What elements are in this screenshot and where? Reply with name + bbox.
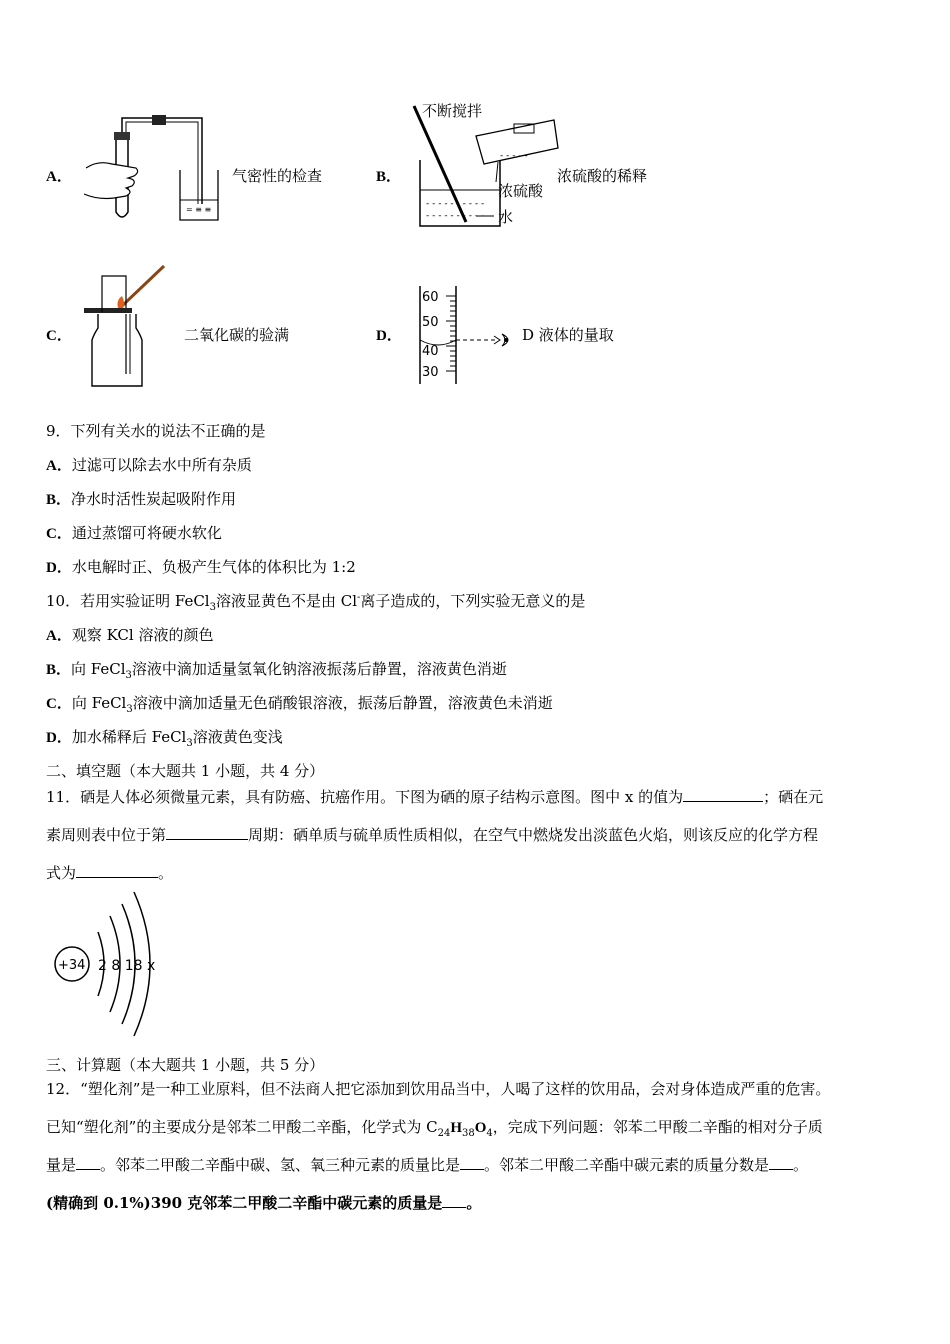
figure-d-caption: D 液体的量取 <box>522 326 614 344</box>
tick-label: 40 <box>422 344 439 359</box>
option-letter: B． <box>46 662 72 678</box>
svg-text:- - - - - - - - - -: - - - - - - - - - - <box>426 211 485 221</box>
text: H <box>450 1120 462 1136</box>
q10-option-d <box>46 726 283 749</box>
q9-option-a <box>46 454 252 475</box>
selenium-atom-diagram <box>52 888 162 1038</box>
option-d-letter: D． <box>376 328 402 344</box>
option-text: 水电解时正、负极产生气体的体积比为 1:2 <box>71 558 356 576</box>
option-text: 观察 KCl 溶液的颜色 <box>71 626 214 644</box>
q10-option-c <box>46 692 553 715</box>
text: 。 <box>158 864 174 882</box>
text: 素周则表中位于第 <box>46 826 167 844</box>
text: 已知“塑化剂”的主要成分是邻苯二甲酸二辛酯，化学式为 C <box>46 1118 438 1136</box>
option-b-letter: B． <box>376 169 402 185</box>
text: 。 <box>793 1156 809 1174</box>
option-text: 通过蒸馏可将硬水软化 <box>71 524 222 542</box>
q9-option-c <box>46 522 222 543</box>
nucleus-label: +34 <box>58 958 86 973</box>
q11-line-3 <box>46 862 173 883</box>
option-letter: A． <box>46 628 72 644</box>
q11-line-2 <box>46 824 818 845</box>
subscript: 38 <box>462 1128 475 1139</box>
subscript: 4 <box>486 1128 493 1139</box>
option-text: 净水时活性炭起吸附作用 <box>71 490 237 508</box>
co2-test-figure <box>82 264 172 388</box>
tick-label: 50 <box>422 315 439 330</box>
option-letter: B． <box>46 492 72 508</box>
label-water: 水 <box>498 208 514 226</box>
option-a-letter: A． <box>46 169 72 185</box>
text: O <box>474 1120 487 1136</box>
text: 式为 <box>46 864 77 882</box>
option-text: 过滤可以除去水中所有杂质 <box>71 456 252 474</box>
option-letter: C． <box>46 526 72 542</box>
label-acid: 浓硫酸 <box>498 182 544 200</box>
text: 量是 <box>46 1156 77 1174</box>
answer-blank[interactable] <box>460 1155 484 1170</box>
answer-blank[interactable] <box>76 1155 100 1170</box>
acid-dilution-figure <box>404 98 560 230</box>
q11-line-1 <box>46 786 823 807</box>
answer-blank[interactable] <box>683 787 763 802</box>
subscript: 3 <box>125 670 132 681</box>
q12-line-4 <box>46 1192 481 1213</box>
figure-b-caption: 浓硫酸的稀释 <box>557 167 648 185</box>
graduated-cylinder-figure <box>416 284 520 388</box>
option-text: 溶液中滴加适量无色硝酸银溶液，振荡后静置，溶液黄色未消逝 <box>132 694 553 712</box>
q9-stem: 9．下列有关水的说法不正确的是 <box>46 422 266 440</box>
subscript: 3 <box>126 704 133 715</box>
q9-option-d <box>46 556 356 577</box>
section-3-title: 三、计算题（本大题共 1 小题，共 5 分） <box>46 1056 325 1074</box>
q10-option-b <box>46 658 507 681</box>
option-letter: D． <box>46 730 72 746</box>
text: 。 <box>466 1194 482 1212</box>
stem-part: 离子造成的，下列实验无意义的是 <box>360 592 586 610</box>
stem-part: 10．若用实验证明 FeCl <box>46 592 210 610</box>
svg-text:= ≡ ≡: = ≡ ≡ <box>186 205 212 214</box>
stem-part: 溶液显黄色不是由 Cl <box>215 592 358 610</box>
figure-a-caption: 气密性的检查 <box>232 167 323 185</box>
svg-text:- - - - - - - - - -: - - - - - - - - - - <box>426 199 485 209</box>
q10-option-a <box>46 624 213 645</box>
superscript: - <box>357 592 361 603</box>
text: 11．硒是人体必须微量元素，具有防癌、抗癌作用。下图为硒的原子结构示意图。图中 x 的值为 <box>46 788 684 806</box>
text: 。邻苯二甲酸二辛酯中碳、氢、氧三种元素的质量比是 <box>100 1156 461 1174</box>
q12-line-2 <box>46 1116 823 1139</box>
airtightness-apparatus-figure <box>78 108 238 226</box>
option-text: 向 FeCl <box>71 694 127 712</box>
subscript: 24 <box>437 1128 451 1139</box>
svg-text:- - - - -: - - - - - <box>500 151 528 161</box>
text: ；硒在元 <box>763 788 824 806</box>
option-text: 加水稀释后 FeCl <box>71 728 187 746</box>
option-text: 溶液中滴加适量氢氧化钠溶液振荡后静置，溶液黄色消逝 <box>131 660 507 678</box>
option-text: 溶液黄色变浅 <box>192 728 283 746</box>
tick-label: 60 <box>422 290 439 305</box>
label-stir: 不断搅拌 <box>422 102 483 120</box>
text: 周期：硒单质与硫单质性质相似，在空气中燃烧发出淡蓝色火焰，则该反应的化学方程 <box>248 826 819 844</box>
text: 。邻苯二甲酸二辛酯中碳元素的质量分数是 <box>484 1156 770 1174</box>
option-letter: D． <box>46 560 72 576</box>
option-letter: C． <box>46 696 72 712</box>
answer-blank[interactable] <box>76 863 158 878</box>
shell-electrons-label: 2 8 18 x <box>98 958 156 974</box>
q12-line-3 <box>46 1154 808 1175</box>
answer-blank[interactable] <box>442 1193 466 1208</box>
text: ，完成下列问题：邻苯二甲酸二辛酯的相对分子质 <box>492 1118 823 1136</box>
subscript: 3 <box>186 738 193 749</box>
q12-line-1: 12．“塑化剂”是一种工业原料，但不法商人把它添加到饮用品当中，人喝了这样的饮用品，会对身体造成严重的危害。 <box>46 1080 831 1098</box>
option-c-letter: C． <box>46 328 72 344</box>
q10-stem <box>46 590 585 613</box>
q9-option-b <box>46 488 236 509</box>
answer-blank[interactable] <box>769 1155 793 1170</box>
figure-c-caption: 二氧化碳的验满 <box>184 326 290 344</box>
text: (精确到 0.1%)390 克邻苯二甲酸二辛酯中碳元素的质量是 <box>46 1194 443 1212</box>
answer-blank[interactable] <box>166 825 248 840</box>
subscript: 3 <box>209 602 216 613</box>
option-letter: A． <box>46 458 72 474</box>
option-text: 向 FeCl <box>71 660 126 678</box>
section-2-title: 二、填空题（本大题共 1 小题，共 4 分） <box>46 762 325 780</box>
tick-label: 30 <box>422 365 439 380</box>
